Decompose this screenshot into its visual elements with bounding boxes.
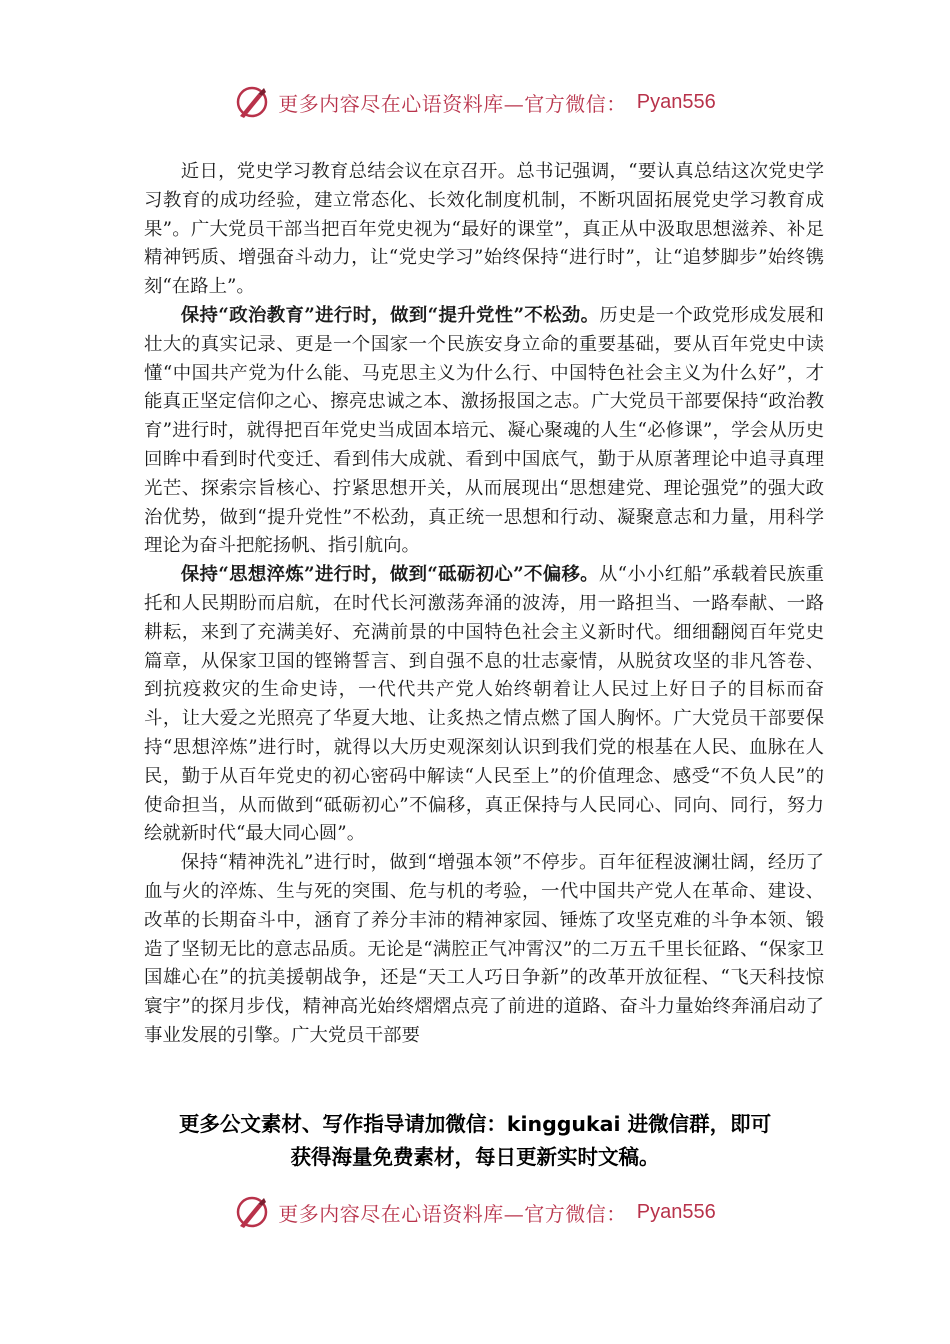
paragraph-1: 近日，党史学习教育总结会议在京召开。总书记强调，“要认真总结这次党史学习教育的成功经验，建立常态化、长效化制度机制，不断巩固拓展党史学习教育成果”。广大党员干部当把百年党史视为“最好的课堂”，真正从中汲取思想滋养、补足精神钙质、增强奋斗动力，让“党史学习”始终保持“进行时”，让“追梦脚步”始终镌刻“在路上”。: [144, 161, 824, 298]
paragraph-3-heading: 保持“思想淬炼”进行时，做到“砥砺初心”不偏移。: [180, 564, 599, 586]
footer-watermark: [0, 1190, 950, 1234]
paragraph-4: 保持“精神洗礼”进行时，做到“增强本领”不停步。百年征程波澜壮阔，经历了血与火的淬炼、生与死的突围、危与机的考验，一代中国共产党人在革命、建设、改革的长期奋斗中，涵育了养分丰沛的精神家园、锤炼了攻坚克难的斗争本领、锻造了坚韧无比的意志品质。无论是“满腔正气冲霄汉”的二万五千里长征路、“保家卫国雄心在”的抗美援朝战争，还是“天工人巧日争新”的改革开放征程、“飞天科技惊寰宇”的探月步伐，精神高光始终熠熠点亮了前进的道路、奋斗力量始终奔涌启动了事业发展的引擎。广大党员干部要: [144, 852, 824, 1046]
paragraph-2-heading: 保持“政治教育”进行时，做到“提升党性”不松劲。: [180, 304, 600, 326]
footer-watermark-text: 更多内容尽在心语资料库—官方微信：: [278, 1201, 627, 1226]
header-watermark-id: Pyan556: [636, 90, 716, 113]
promo-line-2: 获得海量免费素材，每日更新实时文稿。: [290, 1145, 660, 1169]
paragraph-3: [144, 561, 824, 849]
header-watermark: [0, 80, 950, 124]
footer-watermark-id: Pyan556: [636, 1200, 716, 1223]
header-watermark-text: 更多内容尽在心语资料库—官方微信：: [278, 91, 627, 116]
pen-logo-icon: [234, 1194, 270, 1230]
promo-banner: [0, 1108, 950, 1174]
paragraph-3-text: 从“小小红船”承载着民族重托和人民期盼而启航，在时代长河激荡奔涌的波涛，用一路担当、一路奉献、一路耕耘，来到了充满美好、充满前景的中国特色社会主义新时代。细细翻阅百年党史篇章，从保家卫国的铿锵誓言、到自强不息的壮志豪情，从脱贫攻坚的非凡答卷、到抗疫救灾的生命史诗，一代代共产党人始终朝着让人民过上好日子的目标而奋斗，让大爱之光照亮了华夏大地、让炙热之情点燃了国人胸怀。广大党员干部要保持“思想淬炼”进行时，就得以大历史观深刻认识到我们党的根基在人民、血脉在人民，勤于从百年党史的初心密码中解读“人民至上”的价值理念、感受“不负人民”的使命担当，从而做到“砥砺初心”不偏移，真正保持与人民同心、同向、同行，努力绘就新时代“最大同心圆”。: [144, 564, 824, 845]
paragraph-2: [144, 302, 824, 561]
pen-logo-icon: [234, 84, 270, 120]
paragraph-2-text: 历史是一个政党形成发展和壮大的真实记录、更是一个国家一个民族安身立命的重要基础，要从百年党史中读懂“中国共产党为什么能、马克思主义为什么行、中国特色社会主义为什么好”，才能真正坚定信仰之心、擦亮忠诚之本、激扬报国之志。广大党员干部要保持“政治教育”进行时，就得把百年党史当成固本培元、凝心聚魂的人生“必修课”，学会从历史回眸中看到时代变迁、看到伟大成就、看到中国底气，勤于从原著理论中追寻真理光芒、探索宗旨核心、拧紧思想开关，从而展现出“思想建党、理论强党”的强大政治优势，做到“提升党性”不松劲，真正统一思想和行动、凝聚意志和力量，用科学理论为奋斗把舵扬帆、指引航向。: [144, 304, 824, 557]
article-body: [144, 158, 824, 1051]
promo-line-1: 更多公文素材、写作指导请加微信：kinggukai 进微信群，即可: [178, 1112, 772, 1136]
